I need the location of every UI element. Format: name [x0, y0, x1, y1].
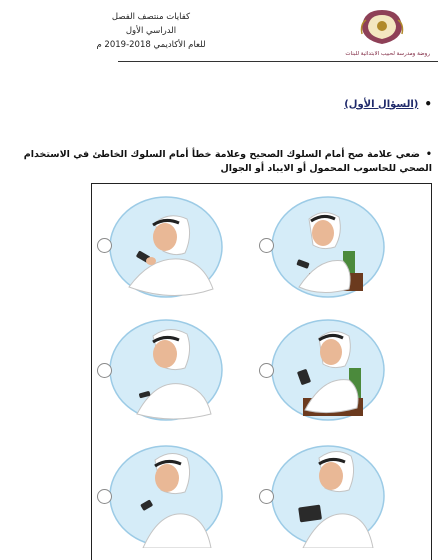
illustration-card	[269, 444, 387, 548]
exam-title: كفايات منتصف الفصل	[111, 12, 191, 22]
boy-tablet-illustration	[269, 444, 387, 548]
answer-circle[interactable]	[259, 489, 274, 504]
school-logo	[326, 4, 432, 60]
exam-info	[96, 10, 206, 52]
instruction-line-1: ضعي علامة صح أمام السلوك الصحيح وعلامة خطأ أمام السلوك الخاطئ في الاستخدام	[23, 149, 420, 160]
answer-circle[interactable]	[259, 363, 274, 378]
illustration-card	[107, 444, 225, 548]
boy-looking-down-phone-illustration	[107, 318, 225, 422]
bullet-icon: •	[425, 149, 432, 160]
school-name-text: روضة ومدرسة لحبيب الابتدائية للبنات	[345, 51, 430, 57]
illustration-card	[107, 318, 225, 422]
header-rule	[118, 61, 438, 62]
illustration-card	[269, 318, 387, 422]
boy-standing-phone-illustration	[107, 444, 225, 548]
answer-circle[interactable]	[97, 238, 112, 253]
instruction-line-2: الصحي للحاسوب المحمول أو الايباد أو الجوال	[220, 163, 432, 174]
answer-circle[interactable]	[97, 363, 112, 378]
answer-circle[interactable]	[259, 238, 274, 253]
question-instruction	[12, 148, 432, 176]
question-heading	[344, 97, 432, 111]
illustration-card	[107, 195, 225, 299]
boy-using-phone-illustration	[107, 195, 225, 299]
bullet-icon: •	[424, 97, 432, 111]
exam-term: الدراسي الأول	[125, 26, 177, 36]
illustration-card	[269, 195, 387, 299]
answer-panel	[91, 183, 432, 560]
answer-circle[interactable]	[97, 489, 112, 504]
question-title: (السؤال الأول)	[344, 98, 419, 110]
page-header	[0, 0, 446, 62]
academic-year: للعام الأكاديمي 2018-2019 م	[96, 40, 206, 50]
boy-sitting-chair-phone-illustration	[269, 195, 387, 299]
boy-armchair-phone-illustration	[269, 318, 387, 422]
